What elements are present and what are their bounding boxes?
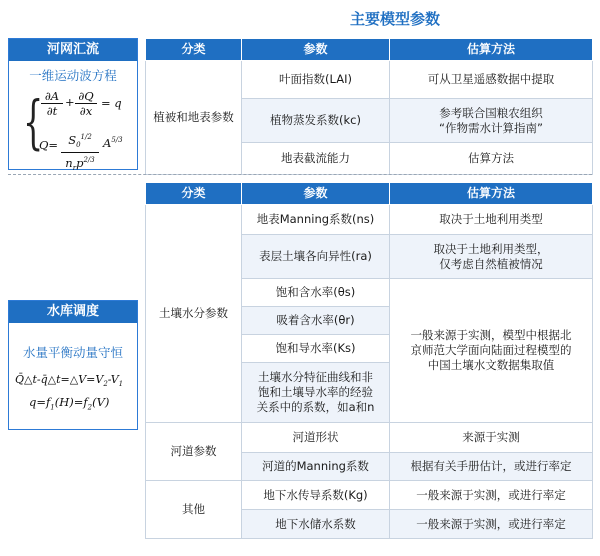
vegetation-parameter-table bbox=[145, 38, 593, 175]
eq1-plus: + bbox=[65, 95, 75, 109]
river-routing-subtitle: 一维运动波方程 bbox=[29, 68, 117, 83]
table2-other-category: 其他 bbox=[146, 481, 242, 539]
river-routing-title: 河网汇流 bbox=[9, 39, 137, 61]
eq2-denominator-p: p bbox=[76, 155, 84, 170]
table-cell-param: 叶面指数(LAI) bbox=[242, 61, 390, 99]
table1-category: 植被和地表参数 bbox=[146, 61, 242, 175]
table2-soil-category: 土壤水分参数 bbox=[146, 205, 242, 423]
table-cell-param: 植物蒸发系数(kc) bbox=[242, 99, 390, 143]
table-cell-param: 地下水储水系数 bbox=[242, 510, 390, 539]
eq2-tail-sup: 5/3 bbox=[111, 136, 123, 145]
table-cell-method: 根据有关手册估计，或进行率定 bbox=[390, 453, 593, 481]
kinematic-wave-equation-1 bbox=[41, 89, 137, 123]
table-row bbox=[146, 205, 593, 235]
eq2-denominator-sub: r bbox=[72, 164, 77, 173]
eq2-lhs: Q= bbox=[39, 138, 59, 152]
table1-header-method: 估算方法 bbox=[390, 39, 593, 61]
section-divider bbox=[8, 174, 592, 175]
eq2-numerator-sup: 1/2 bbox=[80, 133, 92, 141]
table-cell-param: 饱和含水率(θs) bbox=[242, 279, 390, 307]
table-cell-param: 表层土壤各向异性(ra) bbox=[242, 235, 390, 279]
water-balance-equation bbox=[15, 373, 123, 388]
table-cell-param: 河道形状 bbox=[242, 423, 390, 453]
table2-soil-merged-method: 一般来源于实测，模型中根据北 京师范大学面向陆面过程模型的 中国土壤水文数据集取值 bbox=[390, 279, 593, 423]
reservoir-operation-subtitle: 水量平衡动量守恒 bbox=[22, 345, 123, 360]
river-routing-card bbox=[8, 38, 138, 173]
eq1-numerator-q: ∂Q bbox=[75, 89, 97, 104]
table-cell-param: 吸着含水率(θr) bbox=[242, 307, 390, 335]
storage-relation-equation bbox=[29, 395, 109, 411]
storage-eq-a-sub: 1 bbox=[50, 403, 55, 412]
balance-eq-sub1: 1 bbox=[118, 380, 124, 389]
table-cell-method: 来源于实测 bbox=[390, 423, 593, 453]
eq1-denominator-x: ∂x bbox=[79, 104, 93, 118]
reservoir-operation-card bbox=[8, 300, 138, 430]
table-cell-param: 地下水传导系数(Kg) bbox=[242, 481, 390, 510]
balance-eq-sub2: 2 bbox=[103, 380, 108, 389]
page-title: 主要模型参数 bbox=[349, 10, 440, 28]
table-cell-param: 地表截流能力 bbox=[242, 143, 390, 175]
storage-eq-a: q=f bbox=[29, 395, 51, 409]
table1-header-parameter: 参数 bbox=[242, 39, 390, 61]
storage-eq-b: (H)=f bbox=[54, 395, 88, 409]
table-row bbox=[146, 61, 593, 99]
eq2-denominator: n bbox=[65, 155, 73, 170]
table-cell-method: 一般来源于实测，或进行率定 bbox=[390, 510, 593, 539]
table-cell-param: 饱和导水率(Ks) bbox=[242, 335, 390, 363]
eq2-denominator-sup: 2/3 bbox=[83, 156, 95, 165]
storage-eq-b-sub: 2 bbox=[87, 403, 93, 412]
brace-icon: { bbox=[23, 88, 44, 156]
table-cell-param: 地表Manning系数(ns) bbox=[242, 205, 390, 235]
eq1-numerator-a: ∂A bbox=[41, 89, 63, 104]
eq2-tail: A bbox=[103, 136, 112, 150]
balance-eq-mid: -V bbox=[107, 373, 119, 386]
kinematic-wave-equation-2 bbox=[39, 130, 137, 173]
table-cell-method: 取决于土地利用类型 bbox=[390, 205, 593, 235]
table-cell-param: 河道的Manning系数 bbox=[242, 453, 390, 481]
balance-eq-main: Q̄△t-q̄△t=△V=V bbox=[15, 373, 104, 386]
table2-channel-category: 河道参数 bbox=[146, 423, 242, 481]
table-cell-method: 估算方法 bbox=[390, 143, 593, 175]
table2-header-parameter: 参数 bbox=[242, 183, 390, 205]
table2-header-category: 分类 bbox=[146, 183, 242, 205]
table-cell-method: 可从卫星遥感数据中提取 bbox=[390, 61, 593, 99]
table-cell-param: 土壤水分特征曲线和非 饱和土壤导水率的经验 关系中的系数，如a和n bbox=[242, 363, 390, 423]
table2-header-method: 估算方法 bbox=[390, 183, 593, 205]
table1-header-category: 分类 bbox=[146, 39, 242, 61]
table-cell-method: 取决于土地利用类型， 仅考虑自然植被情况 bbox=[390, 235, 593, 279]
table-row bbox=[146, 423, 593, 453]
table-cell-method: 一般来源于实测，或进行率定 bbox=[390, 481, 593, 510]
eq1-denominator-t: ∂t bbox=[46, 104, 58, 118]
reservoir-operation-title: 水库调度 bbox=[9, 301, 137, 323]
table-cell-method: 参考联合国粮农组织 “作物需水计算指南” bbox=[390, 99, 593, 143]
eq2-numerator-sub: 0 bbox=[76, 141, 81, 150]
soil-channel-parameter-table bbox=[145, 182, 593, 539]
storage-eq-c: (V) bbox=[92, 395, 110, 409]
table-row bbox=[146, 481, 593, 510]
eq1-rhs: = q bbox=[101, 96, 122, 110]
eq2-numerator: S bbox=[68, 132, 77, 147]
